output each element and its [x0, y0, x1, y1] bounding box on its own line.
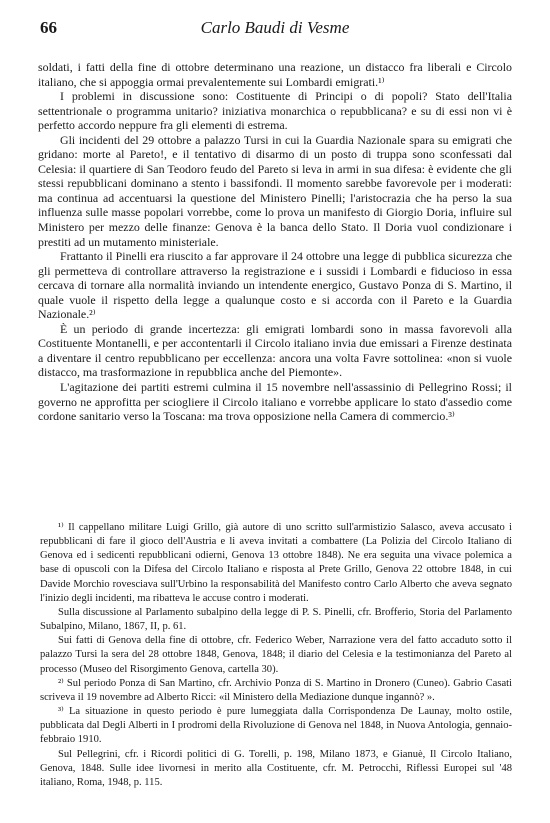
body-paragraph: Frattanto il Pinelli era riuscito a far approvare il 24 ottobre una legge di pubblica sicurezza che gli permetteva di controllare attraverso la registrazione e i sussidi i Lombardi e fiducioso in essa cercava di tornare alla normalità inviando un intendente energico, Gustavo Ponza di S. Martino, il quale vuole il rispetto della legge a qualunque costo e si accorda con il Pareto e la Guardia Nazionale.²⁾	[38, 249, 512, 322]
footnotes	[40, 521, 512, 790]
body-paragraph: I problemi in discussione sono: Costituente di Principi o di popoli? Stato dell'Italia settentrionale o programma unitario? iniziativa monarchica o repubblicana? e su di essi non vi è perfetto accordo neppure fra gli elementi di estrema.	[38, 89, 512, 133]
body-text	[38, 60, 512, 424]
page-number: 66	[40, 18, 57, 37]
footnote: ²⁾ Sul periodo Ponza di San Martino, cfr. Archivio Ponza di S. Martino in Dronero (Cuneo). Gabrio Casati scriveva il 19 novembre ad Alberto Ricci: «il Ministero della Mediazione dunque ingannò? ».	[40, 677, 512, 703]
footnote: Sui fatti di Genova della fine di ottobre, cfr. Federico Weber, Narrazione vera del fatto accaduto sotto il palazzo Tursi la sera del 28 ottobre 1848, Genova, 1848; il diario del Celesia e la testimonianza del Pareto al processo (Museo del Risorgimento Genova, cartella 30).	[40, 635, 512, 675]
body-paragraph: soldati, i fatti della fine di ottobre determinano una reazione, un distacco fra liberali e Circolo italiano, che si appoggia ormai prevalentemente sui Lombardi emigrati.¹⁾	[38, 60, 512, 89]
body-paragraph: È un periodo di grande incertezza: gli emigrati lombardi sono in massa favorevoli alla Costituente Montanelli, e per accontentarli il Circolo italiano invia due emissari a Firenze destinata a diventare il centro repubblicano per eccellenza: ancora una volta Favre sottolinea: «non si vuole distacco, ma trasformazione in repubblica anche del Piemonte».	[38, 321, 512, 380]
body-paragraph: Gli incidenti del 29 ottobre a palazzo Tursi in cui la Guardia Nazionale spara su emigrati che gridano: morte al Pareto!, e il tentativo di disarmo di un posto di truppa sono sconfessati dal Celesia: il quartiere di San Teodoro feudo del Pareto si leva in armi in sua difesa: è evidente che gli stessi repubblicani dominano a stento i bassifondi. Il momento sarebbe favorevole per i moderati: ma continua ad accentuarsi la questione del Ministero Pinelli; l'aristocrazia che ha perso la sua influenza sulle masse popolari vorrebbe, come lo prova un manifesto di Giorgio Doria, influire sul Ministero per mezzo delle finanze: Genova è la banca dello Stato. Il Doria vuol condizionare i prestiti ad un mutamento ministeriale.	[38, 132, 512, 249]
footnote: Sul Pellegrini, cfr. i Ricordi politici di G. Torelli, p. 198, Milano 1873, e Gianuè, Il Circolo Italiano, Genova, 1848. Sulle idee livornesi in merito alla Costituente, cfr. M. Petrocchi, Riflessi Europei sul '48 italiano, Roma, 1948, p. 115.	[40, 748, 512, 788]
page-header	[40, 18, 510, 44]
footnote: ³⁾ La situazione in questo periodo è pure lumeggiata dalla Corrispondenza De Launay, molto ostile, pubblicata dal Degli Alberti in I prodromi della Rivoluzione di Genova nel 1848, in Nuova Antologia, gennaio-febbraio 1910.	[40, 706, 512, 746]
running-head: Carlo Baudi di Vesme	[200, 18, 350, 37]
footnote: Sulla discussione al Parlamento subalpino della legge di P. S. Pinelli, cfr. Brofferio, Storia del Parlamento Subalpino, Milano, 1867, II, p. 61.	[40, 606, 512, 633]
body-paragraph: L'agitazione dei partiti estremi culmina il 15 novembre nell'assassinio di Pellegrino Rossi; il governo ne approfitta per sciogliere il Circolo italiano e vorrebbe applicare lo stato d'assedio come cordone sanitario verso la Toscana: ma trova opposizione nella Camera di commercio.³⁾	[38, 380, 512, 424]
footnote: ¹⁾ Il cappellano militare Luigi Grillo, già autore di uno scritto sull'armistizio Salasco, aveva accusato i repubblicani di fare il gioco dell'Austria e li aveva invitati a combattere (La Polizia del Circolo Italiano di Genova ed i sedicenti repubblicani odierni, Genova 13 ottobre 1848). Ne era seguita una vivace polemica a base di opuscoli con la Difesa del Circolo Italiano e risposta al Prete Grillo, Genova 22 ottobre 1848, in cui Davide Morchio rovesciava sull'Urbino la responsabilità del Manifesto contro Carlo Alberto che aveva segnato l'inizio degli incidenti, ma ribatteva le accuse contro i moderati.	[40, 522, 512, 604]
